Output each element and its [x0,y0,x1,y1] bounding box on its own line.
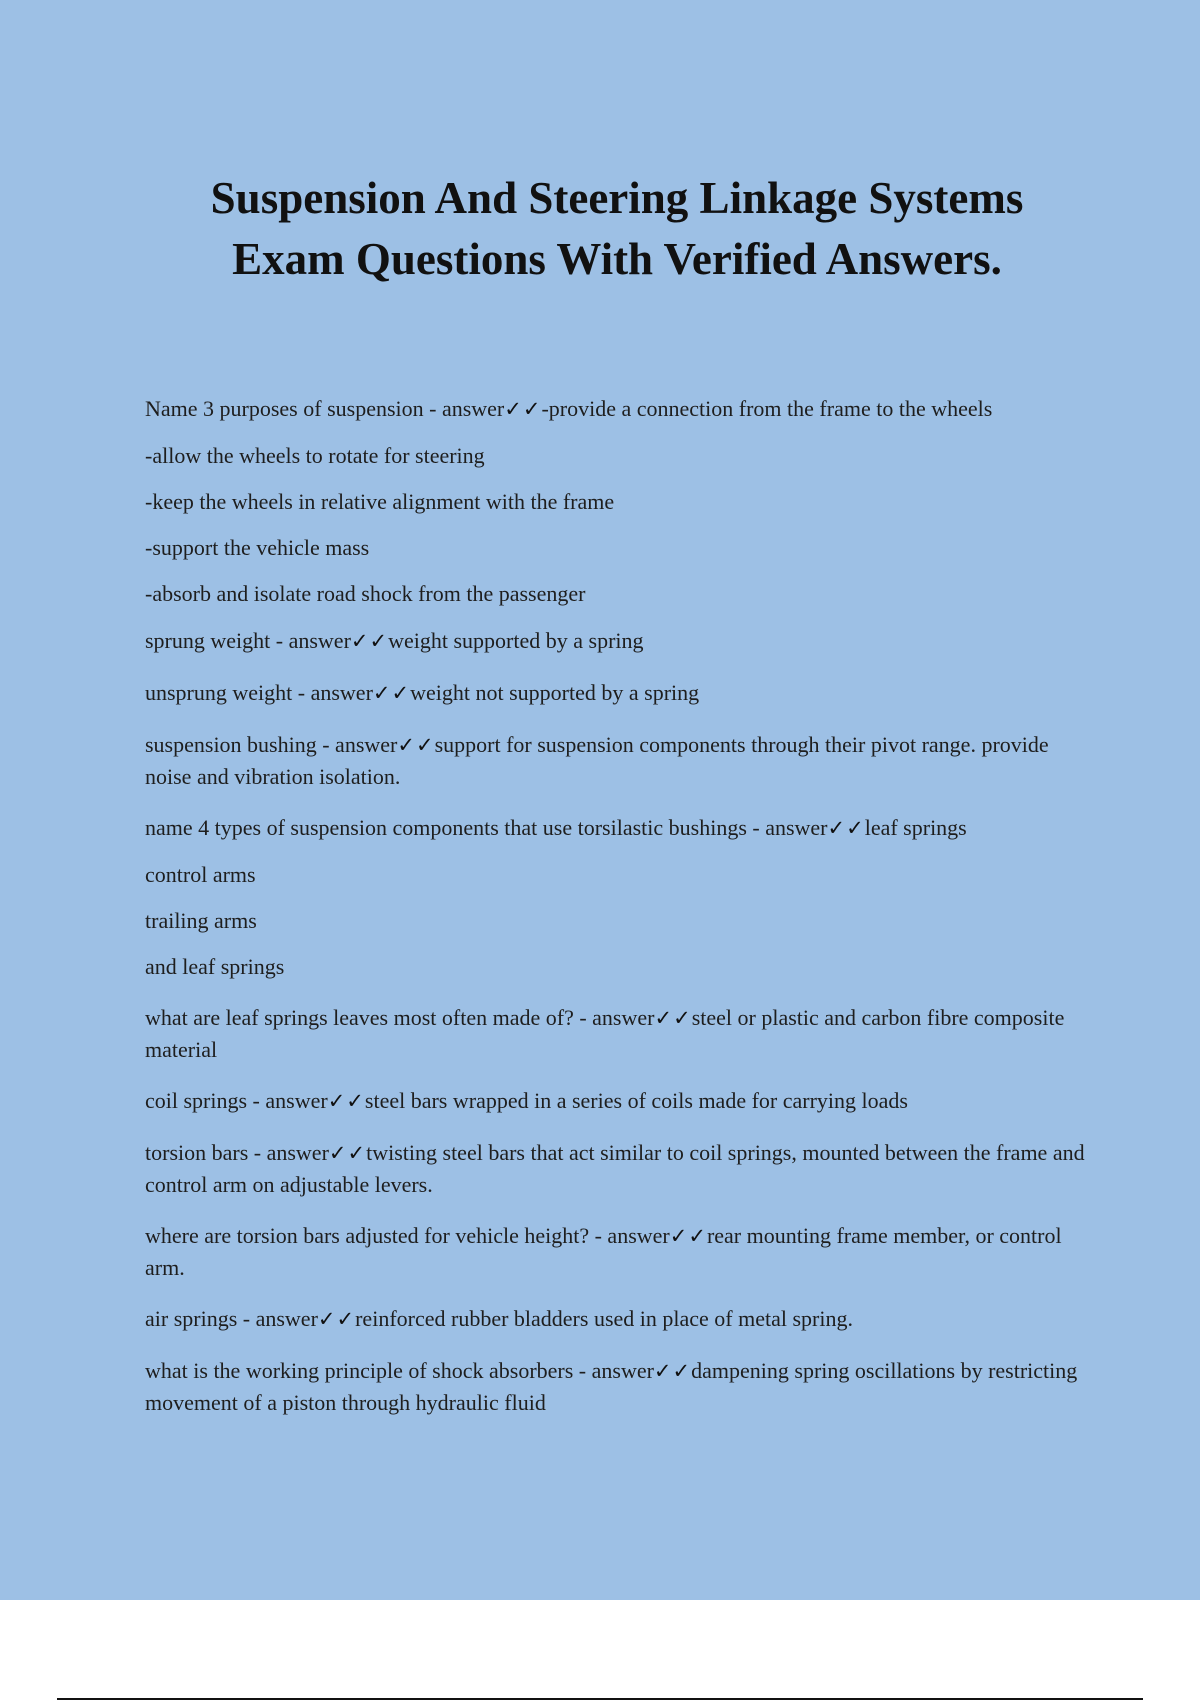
title-line-1: Suspension And Steering Linkage Systems [210,173,1024,223]
qa-item [145,951,1085,982]
answer-text: support for suspension components through their pivot range. provide noise and vibration isolation. [145,732,1049,789]
question-text: sprung weight - answer [145,628,351,653]
check-mark-icon: ✓✓ [504,397,542,421]
continuation-text: -keep the wheels in relative alignment with the frame [145,489,615,514]
qa-item [145,1002,1085,1065]
answer-text: twisting steel bars that act similar to coil springs, mounted between the frame and control arm on adjustable levers. [145,1140,1085,1197]
check-mark-icon: ✓✓ [827,816,865,840]
answer-text: leaf springs [864,815,967,840]
qa-item [145,1303,1085,1335]
question-text: torsion bars - answer [145,1140,329,1165]
answer-text: steel bars wrapped in a series of coils made for carrying loads [364,1088,908,1113]
answer-text: rear mounting frame member, or control arm. [145,1223,1062,1280]
answer-text: steel or plastic and carbon fibre composite material [145,1005,1065,1062]
answer-text: -provide a connection from the frame to the wheels [541,396,993,421]
check-mark-icon: ✓✓ [669,1224,707,1248]
qa-item [145,1085,1085,1117]
qa-item [145,532,1085,563]
qa-item [145,1220,1085,1283]
check-mark-icon: ✓✓ [372,681,411,705]
continuation-text: control arms [145,862,256,887]
qa-item [145,729,1085,792]
question-text: suspension bushing - answer [145,732,398,757]
check-mark-icon: ✓✓ [327,1089,365,1113]
check-mark-icon: ✓✓ [653,1359,692,1383]
continuation-text: trailing arms [145,908,257,933]
continuation-text: and leaf springs [145,954,285,979]
answer-text: dampening spring oscillations by restricting movement of a piston through hydraulic fluid [145,1358,1078,1415]
question-text: air springs - answer [145,1306,318,1331]
title-line-2: Exam Questions With Verified Answers. [232,234,1002,284]
question-text: Name 3 purposes of suspension - answer [145,396,505,421]
document-title [0,168,1200,290]
question-text: name 4 types of suspension components that use torsilastic bushings - answer [145,815,828,840]
answer-text: weight not supported by a spring [410,680,700,705]
qa-item [145,812,1085,844]
qa-item [145,625,1085,657]
question-text: what are leaf springs leaves most often made of? - answer [145,1005,655,1030]
question-text: what is the working principle of shock absorbers - answer [145,1358,654,1383]
answer-text: reinforced rubber bladders used in place of metal spring. [355,1306,853,1331]
qa-item [145,1355,1085,1418]
answer-text: weight supported by a spring [388,628,644,653]
check-mark-icon: ✓✓ [317,1307,356,1331]
check-mark-icon: ✓✓ [397,733,435,757]
continuation-text: -allow the wheels to rotate for steering [145,443,485,468]
check-mark-icon: ✓✓ [654,1006,692,1030]
check-mark-icon: ✓✓ [328,1141,367,1165]
qa-item [145,486,1085,517]
qa-item [145,859,1085,890]
question-text: unsprung weight - answer [145,680,373,705]
check-mark-icon: ✓✓ [350,629,389,653]
qa-item [145,1137,1085,1200]
qa-item [145,905,1085,936]
qa-item [145,440,1085,471]
qa-item [145,393,1085,425]
qa-list [145,393,1085,1418]
continuation-text: -absorb and isolate road shock from the passenger [145,581,586,606]
question-text: where are torsion bars adjusted for vehicle height? - answer [145,1223,670,1248]
qa-item [145,578,1085,609]
qa-item [145,677,1085,709]
question-text: coil springs - answer [145,1088,328,1113]
continuation-text: -support the vehicle mass [145,535,370,560]
